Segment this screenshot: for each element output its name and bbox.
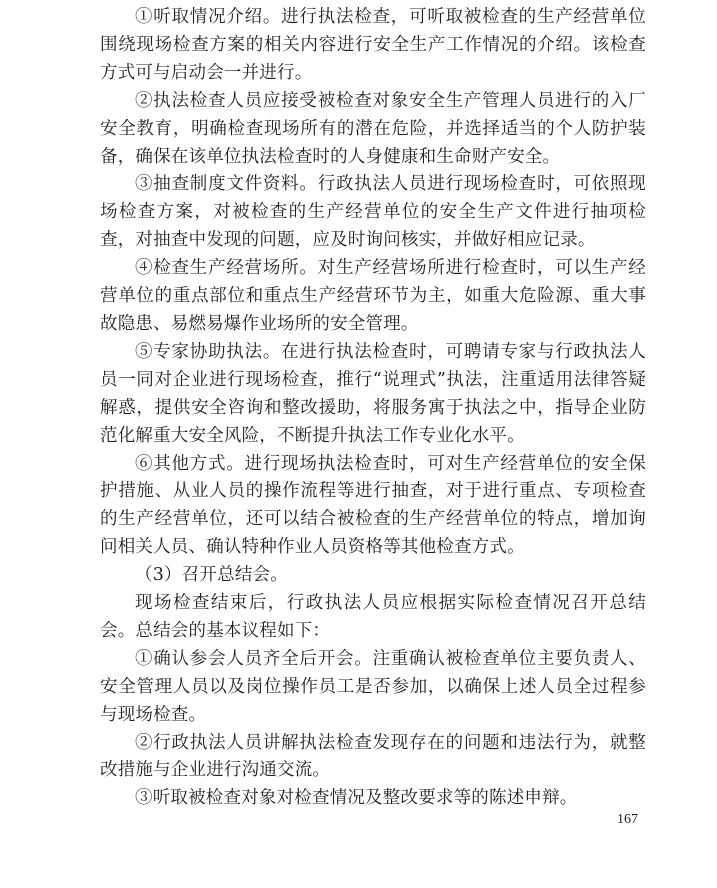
section-heading-summary-meeting: （3）召开总结会。	[135, 565, 288, 586]
paragraph-confirm-attendance: ①确认参会人员齐全后开会。注重确认被检查单位主要负责人、安全管理人员以及岗位操作员工是否参加，以确保上述人员全过程参与现场检查。	[100, 648, 646, 725]
paragraph-explain-issues: ②行政执法人员讲解执法检查发现存在的问题和违法行为，就整改措施与企业进行沟通交流。	[100, 732, 646, 781]
paragraph-listen-briefing: ①听取情况介绍。进行执法检查，可听取被检查的生产经营单位围绕现场检查方案的相关内容进行安全生产工作情况的介绍。该检查方式可与启动会一并进行。	[100, 7, 646, 83]
paragraph-expert-assistance: ⑤专家协助执法。在进行执法检查时，可聘请专家与行政执法人员一同对企业进行现场检查，推行“说理式”执法，注重适用法律答疑解惑，提供安全咨询和整改援助，将服务寓于执法之中，指导企业防范化解重大安全风险，不断提升执法工作专业化水平。	[100, 341, 646, 446]
paragraph-other-methods: ⑥其他方式。进行现场执法检查时，可对生产经营单位的安全保护措施、从业人员的操作流程等进行抽查，对于进行重点、专项检查的生产经营单位，还可以结合被检查的生产经营单位的特点，增加询问相关人员、确认特种作业人员资格等其他检查方式。	[100, 453, 646, 558]
page-number: 167	[617, 812, 638, 827]
paragraph-safety-education: ②执法检查人员应接受被检查对象安全生产管理人员进行的入厂安全教育，明确检查现场所有的潜在危险，并选择适当的个人防护装备，确保在该单位执法检查时的人身健康和生命财产安全。	[100, 90, 646, 167]
paragraph-hear-statements: ③听取被检查对象对检查情况及整改要求等的陈述申辩。	[135, 788, 578, 809]
paragraph-document-spot-check: ③抽查制度文件资料。行政执法人员进行现场检查时，可依照现场检查方案，对被检查的生产经营单位的安全生产文件进行抽项检查，对抽查中发现的问题，应及时询问核实，并做好相应记录。	[100, 174, 646, 251]
paragraph-site-inspection: ④检查生产经营场所。对生产经营场所进行检查时，可以生产经营单位的重点部位和重点生产经营环节为主，如重大危险源、重大事故隐患、易燃易爆作业场所的安全管理。	[100, 258, 646, 334]
body-text	[100, 4, 646, 813]
paragraph-summary-intro: 现场检查结束后，行政执法人员应根据实际检查情况召开总结会。总结会的基本议程如下：	[100, 593, 646, 641]
